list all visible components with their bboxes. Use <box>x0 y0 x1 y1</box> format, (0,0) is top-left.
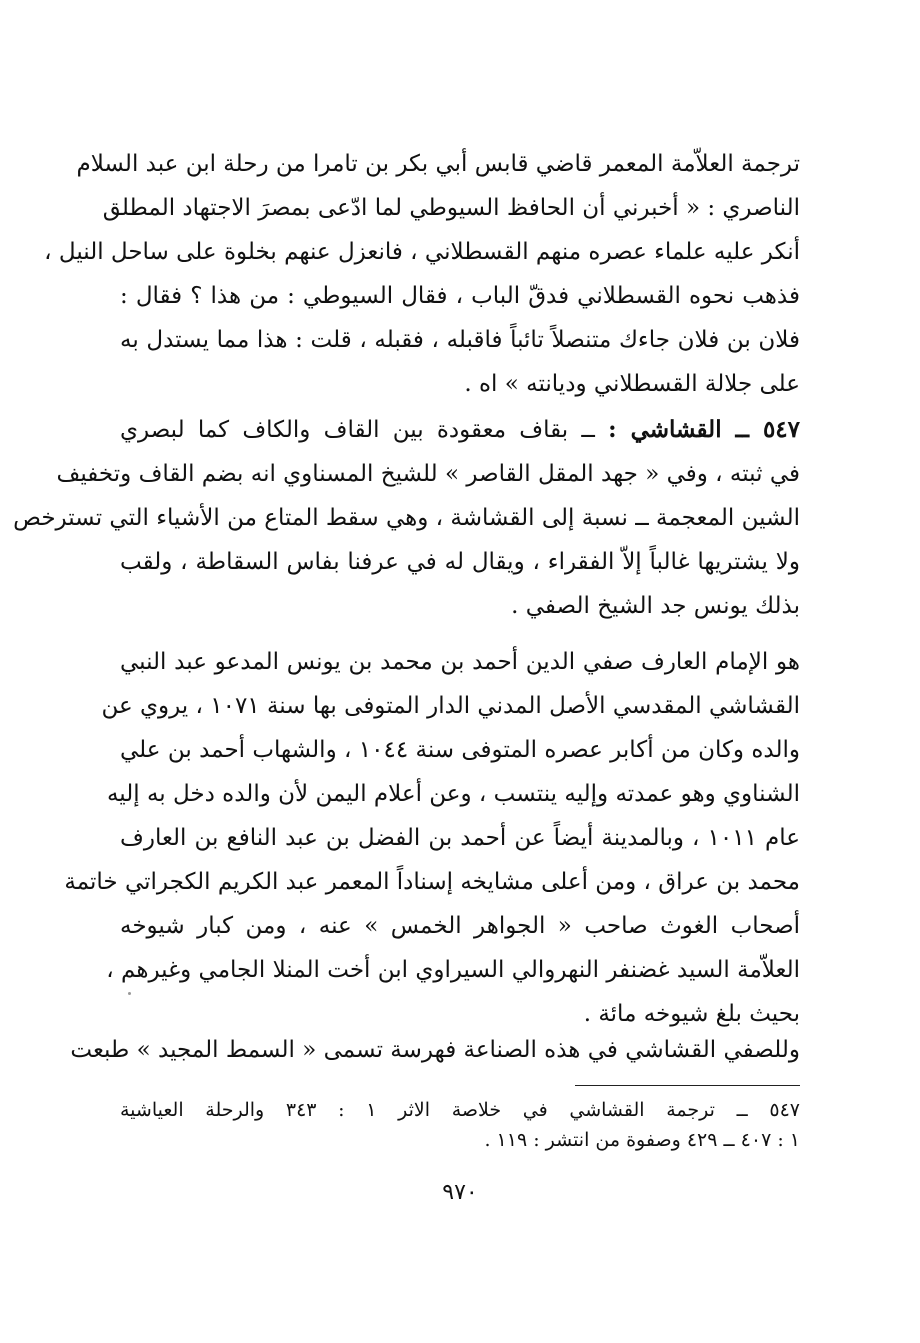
text-line: وللصفي القشاشي في هذه الصناعة فهرسة تسمى « السمط المجيد » طبعت <box>70 1037 800 1063</box>
text-line: الشناوي وهو عمدته وإليه ينتسب ، وعن أعلام اليمن لأن والده دخل به إليه <box>106 781 800 807</box>
text-line: ترجمة العلاّمة المعمر قاضي قابس أبي بكر بن تامرا من رحلة ابن عبد السلام <box>76 151 800 177</box>
text-line: الشين المعجمة ــ نسبة إلى القشاشة ، وهي سقط المتاع من الأشياء التي تسترخص <box>13 505 800 531</box>
footnote-divider <box>575 1085 800 1086</box>
text-line: هو الإمام العارف صفي الدين أحمد بن محمد بن يونس المدعو عبد النبي <box>120 649 800 675</box>
scan-speck <box>128 992 131 995</box>
text-line: بذلك يونس جد الشيخ الصفي . <box>511 593 800 619</box>
paragraph-biography <box>64 640 800 1036</box>
text-line: على جلالة القسطلاني وديانته » اه . <box>464 371 800 397</box>
entry-547-qashashi <box>13 408 800 628</box>
text-line: العلاّمة السيد غضنفر النهروالي السيراوي ابن أخت المنلا الجامي وغيرهم ، <box>106 957 800 983</box>
footnote <box>120 1095 800 1155</box>
page-number: ٩٧٠ <box>442 1180 478 1205</box>
text-line: أصحاب الغوث صاحب « الجواهر الخمس » عنه ، ومن كبار شيوخه <box>120 913 800 939</box>
footnote-line: ١ : ٤٠٧ ــ ٤٢٩ وصفوة من انتشر : ١١٩ . <box>484 1129 800 1151</box>
text-line: فلان بن فلان جاءك متنصلاً تائباً فاقبله ، فقبله ، قلت : هذا مما يستدل به <box>120 327 800 353</box>
entry-heading-rest: ــ بقاف معقودة بين القاف والكاف كما لبصري <box>120 417 595 443</box>
text-line: محمد بن عراق ، ومن أعلى مشايخه إسناداً المعمر عبد الكريم الكجراتي خاتمة <box>64 869 800 895</box>
entry-first-line <box>120 408 800 452</box>
text-line: ولا يشتريها غالباً إلاّ الفقراء ، ويقال له في عرفنا بفاس السقاطة ، ولقب <box>120 549 800 575</box>
text-line: عام ١٠١١ ، وبالمدينة أيضاً عن أحمد بن الفضل بن عبد النافع بن العارف <box>120 825 800 851</box>
paragraph-fahrasa <box>70 1028 800 1072</box>
text-line: في ثبته ، وفي « جهد المقل القاصر » للشيخ المسناوي انه بضم القاف وتخفيف <box>56 461 800 487</box>
text-line: بحيث بلغ شيوخه مائة . <box>583 1001 800 1027</box>
text-line: الناصري : « أخبرني أن الحافظ السيوطي لما ادّعى بمصرَ الاجتهاد المطلق <box>102 195 800 221</box>
text-line: القشاشي المقدسي الأصل المدني الدار المتوفى بها سنة ١٠٧١ ، يروي عن <box>101 693 800 719</box>
paragraph-nasiri-quote <box>44 142 800 406</box>
footnote-line: ٥٤٧ ــ ترجمة القشاشي في خلاصة الاثر ١ : ٣٤٣ والرحلة العياشية <box>120 1099 801 1121</box>
text-line: أنكر عليه علماء عصره منهم القسطلاني ، فانعزل عنهم بخلوة على ساحل النيل ، <box>44 239 800 265</box>
text-line: والده وكان من أكابر عصره المتوفى سنة ١٠٤٤ ، والشهاب أحمد بن علي <box>120 737 800 763</box>
text-line: فذهب نحوه القسطلاني فدقّ الباب ، فقال السيوطي : من هذا ؟ فقال : <box>120 283 800 309</box>
entry-heading: ٥٤٧ ــ القشاشي : <box>608 416 800 443</box>
